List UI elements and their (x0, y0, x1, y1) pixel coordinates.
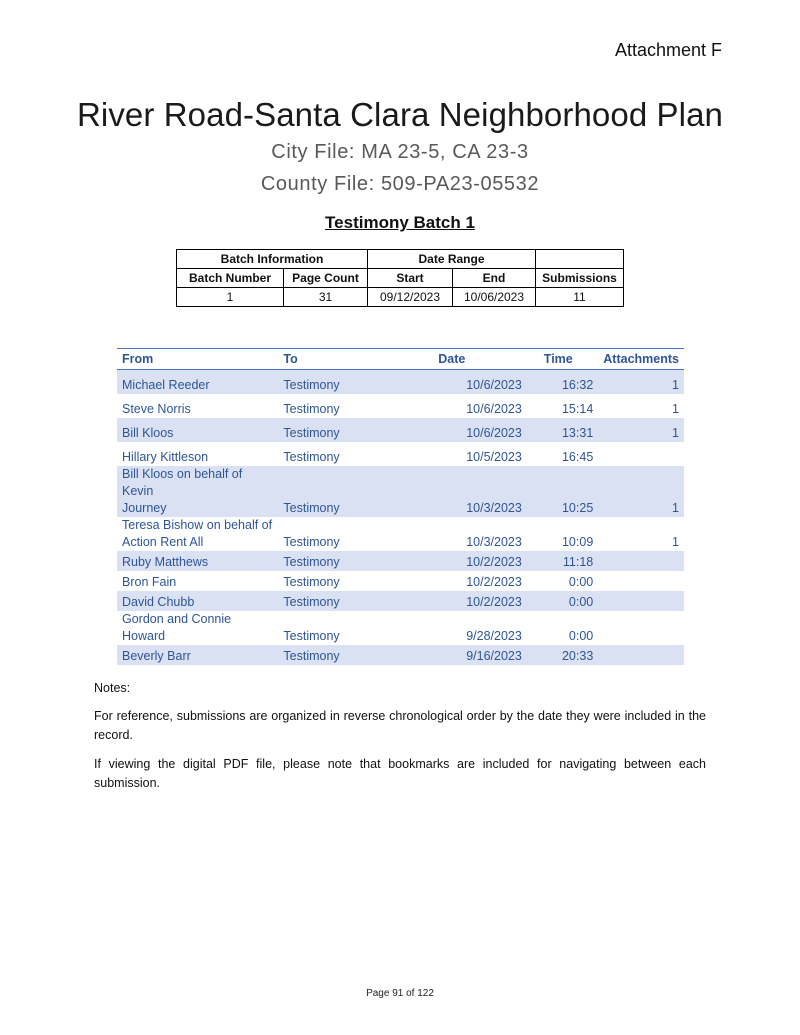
submission-to: Testimony (283, 450, 340, 464)
submission-from-line1: Bill Kloos on behalf of Kevin (122, 467, 243, 498)
submission-date: 10/3/2023 (395, 466, 527, 517)
submissions-header-row (117, 349, 684, 370)
submission-to: Testimony (283, 402, 340, 416)
submission-attachments (598, 442, 684, 466)
submission-to: Testimony (278, 645, 395, 665)
attachment-label: Attachment F (614, 40, 722, 60)
submission-date: 10/6/2023 (395, 418, 527, 442)
submission-date: 9/28/2023 (466, 629, 522, 643)
submission-row (117, 591, 684, 611)
submissions-table (117, 348, 684, 665)
submission-time: 16:45 (561, 450, 594, 464)
submission-from (117, 418, 278, 442)
note-reverse-chronological: For reference, submissions are organized in reverse chronological order by the date they were included in the record. (94, 709, 706, 742)
submission-from (117, 442, 278, 466)
county-file-subtitle: County File: 509-PA23-05532 (260, 173, 540, 195)
submission-attachments (598, 645, 684, 665)
submission-row (117, 645, 684, 665)
group-header-date-range: Date Range (368, 250, 536, 269)
batch-summary-table (176, 249, 624, 307)
submission-from-name: Ruby Matthews (122, 555, 209, 569)
city-file-subtitle: City File: MA 23-5, CA 23-3 (271, 141, 529, 163)
submission-from-name: Action Rent All (122, 535, 204, 549)
submission-row (117, 394, 684, 418)
submission-attachments: 1 (672, 402, 679, 416)
submission-from (117, 571, 278, 591)
submission-row (117, 611, 684, 645)
submission-row (117, 571, 684, 591)
submission-attachments (598, 551, 684, 571)
notes-label: Notes: (94, 681, 131, 695)
submission-date: 10/6/2023 (466, 402, 522, 416)
submission-from-name: Bill Kloos (122, 426, 174, 440)
submission-time: 13:31 (527, 418, 598, 442)
submission-to: Testimony (278, 591, 395, 611)
submissions-table-body (117, 370, 684, 666)
submission-from-name: Michael Reeder (122, 378, 210, 392)
submission-attachments (598, 611, 684, 645)
submissions-count-value: 11 (536, 288, 624, 307)
submission-from-name: Gordon and Connie Howard (122, 612, 232, 643)
submission-date: 10/2/2023 (395, 591, 527, 611)
submission-time: 15:14 (561, 402, 594, 416)
submission-date: 10/2/2023 (395, 551, 527, 571)
column-header-attachments: Attachments (598, 349, 684, 370)
submission-to: Testimony (283, 629, 340, 643)
column-header-submissions: Submissions (536, 269, 624, 288)
submission-from-name: Beverly Barr (122, 649, 191, 663)
submission-from (117, 370, 278, 395)
group-header-blank (536, 250, 624, 269)
column-header-time: Time (527, 349, 598, 370)
submission-from (117, 645, 278, 665)
note-pdf-bookmarks: If viewing the digital PDF file, please note that bookmarks are included for navigating between each submission. (94, 757, 706, 790)
submission-date: 10/3/2023 (466, 535, 522, 549)
submission-date: 10/5/2023 (466, 450, 522, 464)
submission-row (117, 418, 684, 442)
submission-from-name: Hillary Kittleson (122, 450, 209, 464)
submission-from-name: Bron Fain (122, 575, 177, 589)
end-date-value: 10/06/2023 (453, 288, 536, 307)
column-header-from: From (117, 349, 278, 370)
submission-from (117, 517, 278, 551)
column-header-batch-number: Batch Number (177, 269, 284, 288)
submission-from-name: Journey (122, 501, 167, 515)
submission-from (117, 551, 278, 571)
submission-to: Testimony (283, 575, 340, 589)
start-date-value: 09/12/2023 (368, 288, 453, 307)
column-header-page-count: Page Count (284, 269, 368, 288)
submission-time: 16:32 (527, 370, 598, 395)
submission-to: Testimony (278, 466, 395, 517)
submission-to: Testimony (278, 551, 395, 571)
submission-to: Testimony (278, 370, 395, 395)
batch-number-value: 1 (177, 288, 284, 307)
page-count-value: 31 (284, 288, 368, 307)
submission-attachments: 1 (598, 370, 684, 395)
submission-from (117, 466, 278, 517)
page-number-footer: Page 91 of 122 (366, 988, 434, 999)
summary-group-header-row (177, 250, 624, 269)
page-title: River Road-Santa Clara Neighborhood Plan (76, 96, 724, 133)
submission-row (117, 442, 684, 466)
submission-time: 10:09 (561, 535, 594, 549)
submission-time: 0:00 (568, 629, 594, 643)
submission-to: Testimony (278, 418, 395, 442)
submission-row (117, 551, 684, 571)
group-header-batch-information: Batch Information (177, 250, 368, 269)
submission-time: 0:00 (527, 591, 598, 611)
submission-attachments (598, 571, 684, 591)
submission-attachments (598, 591, 684, 611)
submission-date: 10/6/2023 (395, 370, 527, 395)
submission-from (117, 591, 278, 611)
submission-time: 11:18 (527, 551, 598, 571)
submission-to: Testimony (283, 535, 340, 549)
submission-row (117, 466, 684, 517)
submission-time: 10:25 (527, 466, 598, 517)
column-header-to: To (278, 349, 395, 370)
batch-heading: Testimony Batch 1 (325, 213, 475, 232)
submission-from-name: Steve Norris (122, 402, 191, 416)
submission-attachments: 1 (598, 418, 684, 442)
submission-date: 10/2/2023 (466, 575, 522, 589)
submission-from-name: David Chubb (122, 595, 195, 609)
summary-value-row (177, 288, 624, 307)
submission-attachments: 1 (598, 466, 684, 517)
submission-from (117, 394, 278, 418)
column-header-date: Date (395, 349, 527, 370)
column-header-start: Start (368, 269, 453, 288)
submission-time: 0:00 (568, 575, 594, 589)
submission-attachments: 1 (672, 535, 679, 549)
submission-from (117, 611, 278, 645)
submission-row (117, 517, 684, 551)
column-header-end: End (453, 269, 536, 288)
summary-column-header-row (177, 269, 624, 288)
submission-from-line1: Teresa Bishow on behalf of (122, 518, 273, 532)
submission-time: 20:33 (527, 645, 598, 665)
submission-row (117, 370, 684, 395)
submission-date: 9/16/2023 (395, 645, 527, 665)
